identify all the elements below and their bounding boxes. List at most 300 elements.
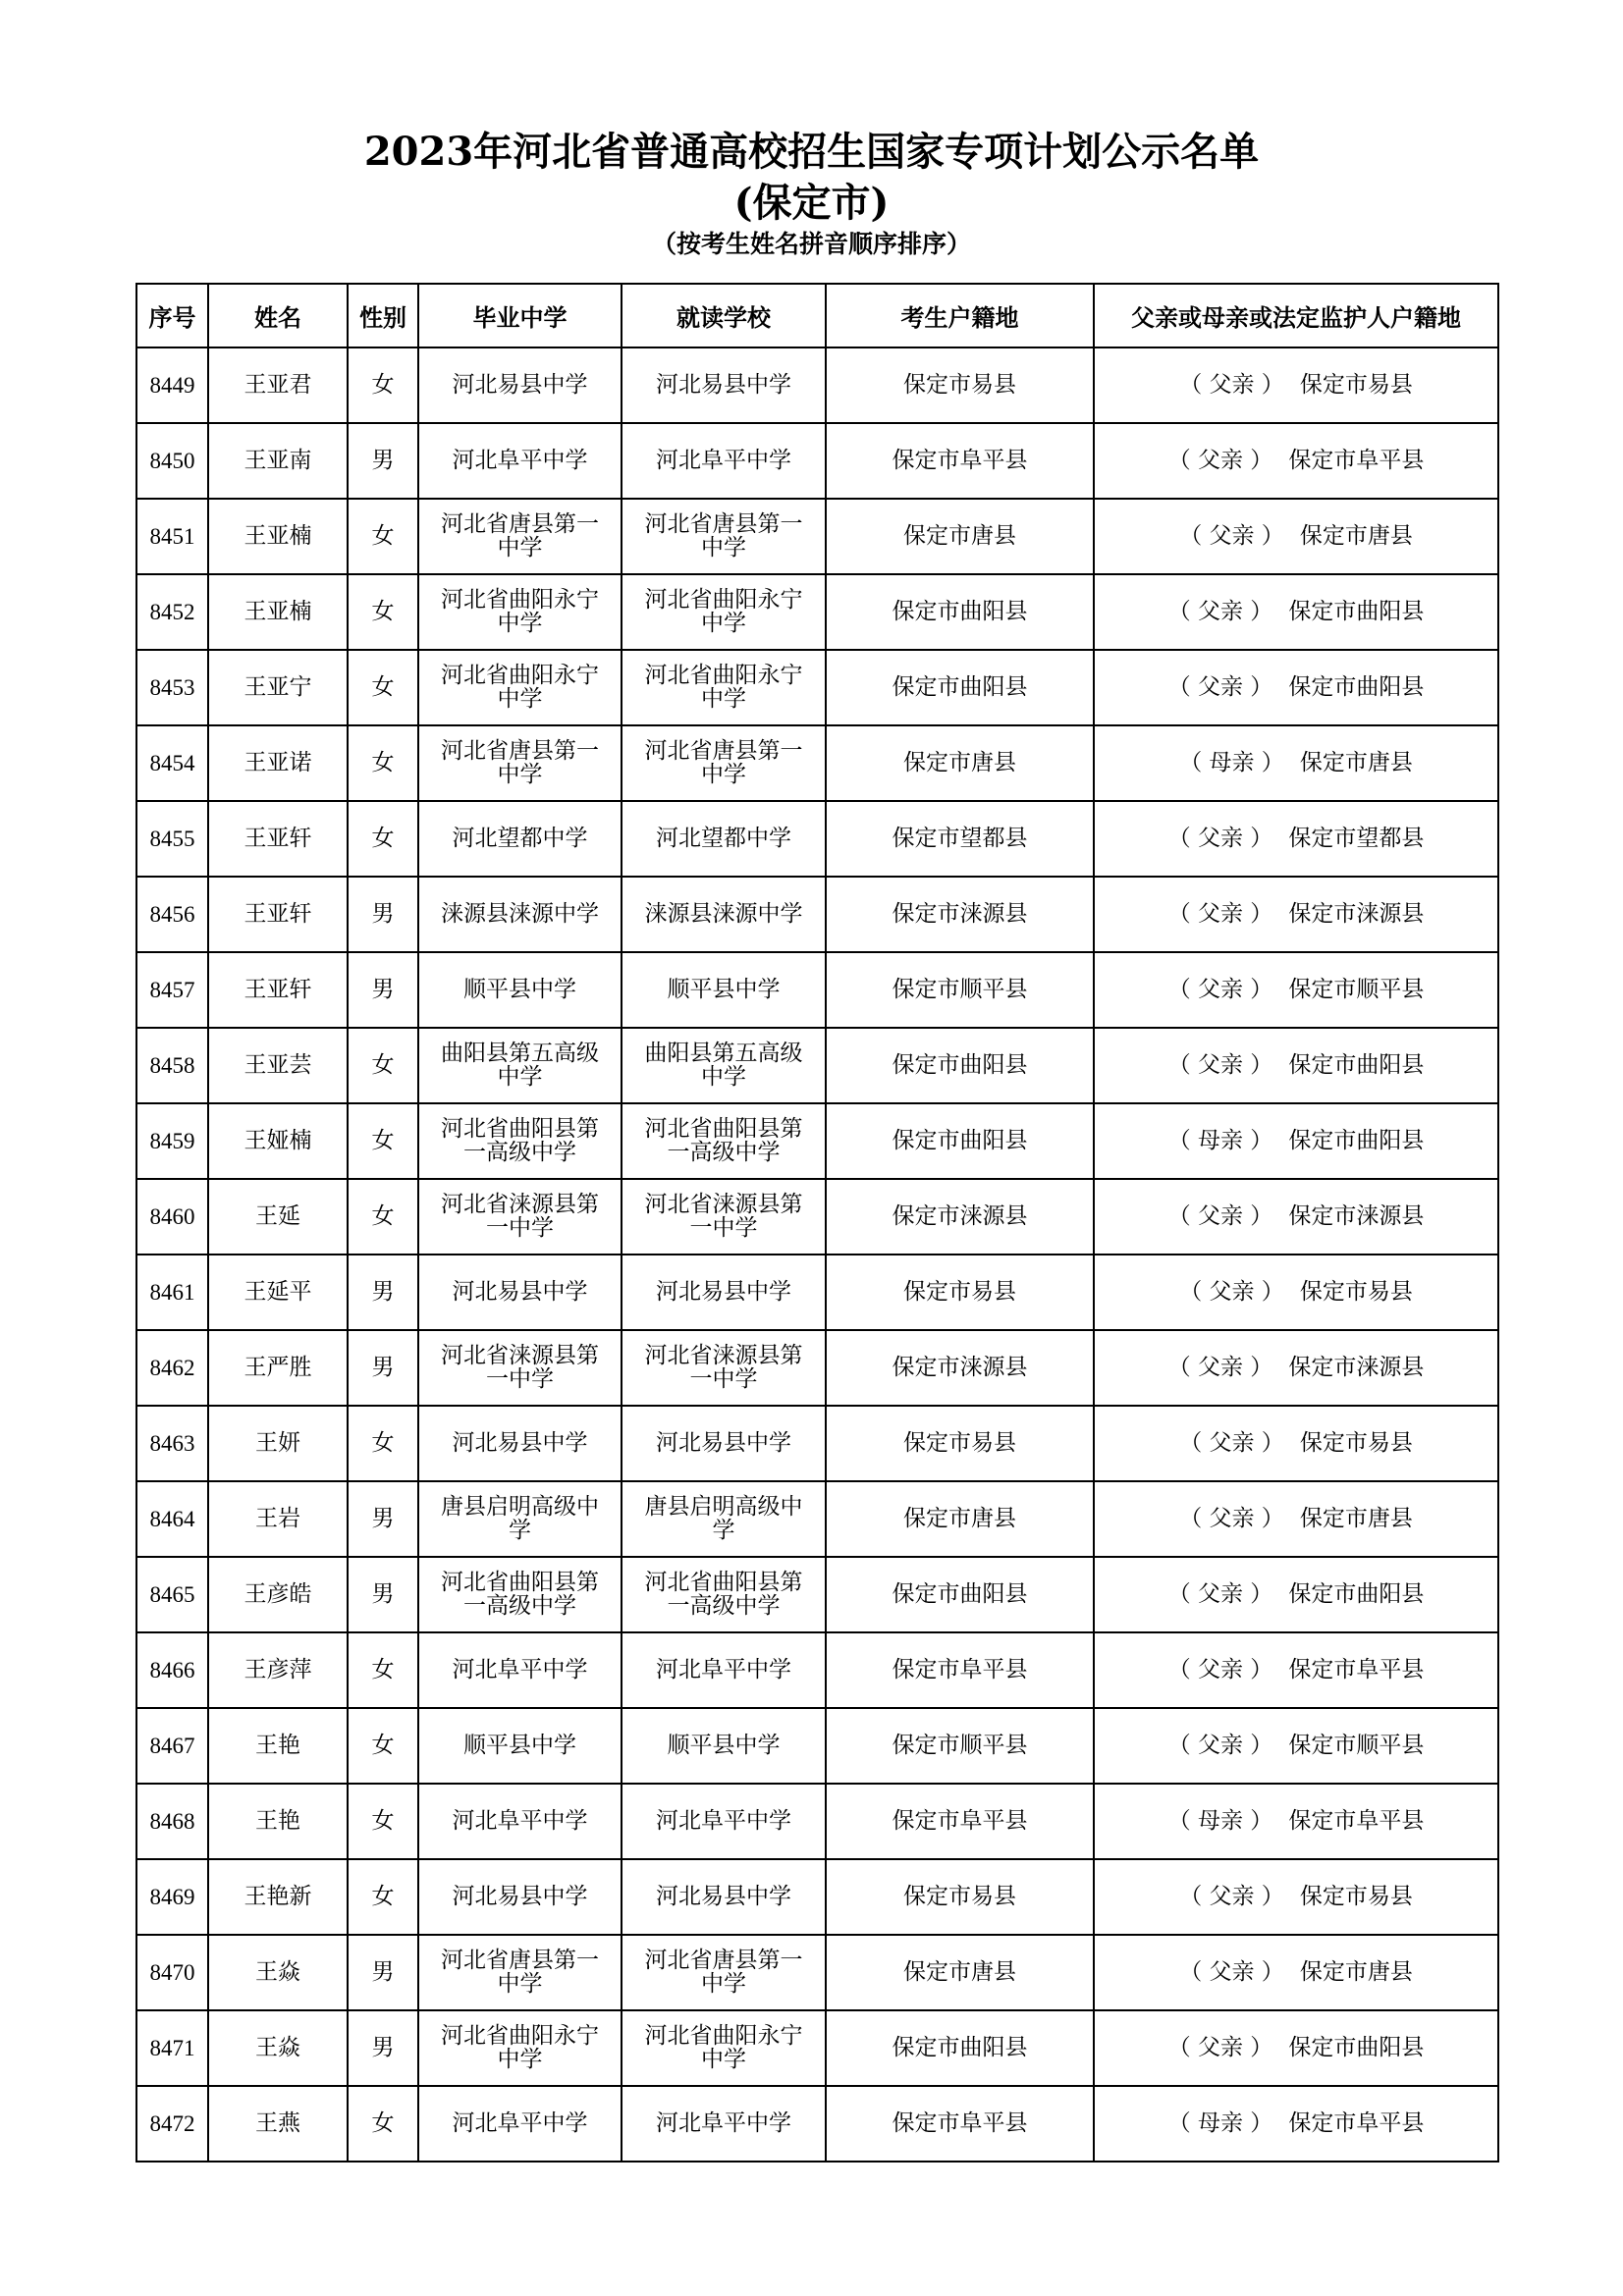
- cell-hukou: 保定市易县: [826, 1406, 1094, 1481]
- guardian-relation: （ 父亲 ）: [1167, 901, 1273, 927]
- table-row: [136, 1708, 1498, 1784]
- cell-no: 8472: [136, 2086, 208, 2162]
- cell-grad-school: [418, 499, 622, 574]
- guardian-place: 保定市顺平县: [1288, 1733, 1425, 1758]
- cell-school-text: 河北阜平中学: [656, 2110, 791, 2136]
- table-row: [136, 1028, 1498, 1103]
- cell-grad-school: [418, 1935, 622, 2010]
- guardian-relation: （ 父亲 ）: [1167, 977, 1273, 1002]
- cell-guardian: [1094, 1406, 1498, 1481]
- cell-grad-school-text: 河北阜平中学: [452, 1657, 588, 1682]
- cell-name: 王妍: [208, 1406, 348, 1481]
- cell-gender: 女: [348, 1179, 418, 1255]
- guardian-relation: （ 母亲 ）: [1167, 1128, 1273, 1153]
- cell-school-text: 河北阜平中学: [656, 448, 791, 473]
- guardian-relation: （ 父亲 ）: [1179, 1279, 1284, 1305]
- guardian-relation: （ 父亲 ）: [1179, 1430, 1284, 1456]
- cell-guardian: [1094, 2010, 1498, 2086]
- cell-guardian: [1094, 1708, 1498, 1784]
- cell-grad-school: [418, 952, 622, 1028]
- cell-school: [622, 1481, 826, 1557]
- cell-school-text: 河北阜平中学: [656, 1657, 791, 1682]
- cell-school-text: 河北望都中学: [656, 826, 791, 851]
- cell-school: [622, 1632, 826, 1708]
- cell-grad-school: [418, 2010, 622, 2086]
- guardian-place: 保定市易县: [1299, 1884, 1413, 1909]
- table-row: [136, 1481, 1498, 1557]
- cell-gender: 女: [348, 650, 418, 725]
- cell-hukou: 保定市曲阳县: [826, 1103, 1094, 1179]
- cell-guardian: [1094, 499, 1498, 574]
- cell-hukou: 保定市唐县: [826, 725, 1094, 801]
- cell-guardian: [1094, 952, 1498, 1028]
- cell-grad-school: [418, 1859, 622, 1935]
- cell-grad-school-text: 河北省曲阳县第一高级中学: [441, 1116, 599, 1165]
- cell-grad-school-text: 河北省涞源县第一中学: [441, 1343, 599, 1392]
- cell-school: [622, 801, 826, 877]
- cell-gender: 女: [348, 574, 418, 650]
- guardian-place: 保定市涞源县: [1288, 1203, 1425, 1229]
- guardian-place: 保定市曲阳县: [1288, 1581, 1425, 1607]
- guardian-relation: （ 母亲 ）: [1179, 750, 1284, 775]
- cell-school-text: 河北易县中学: [656, 1430, 791, 1456]
- guardian-relation: （ 父亲 ）: [1167, 1581, 1273, 1607]
- cell-hukou: 保定市易县: [826, 1255, 1094, 1330]
- cell-no: 8467: [136, 1708, 208, 1784]
- cell-grad-school: [418, 1557, 622, 1632]
- guardian-place: 保定市曲阳县: [1288, 1052, 1425, 1078]
- cell-guardian: [1094, 423, 1498, 499]
- cell-name: 王艳新: [208, 1859, 348, 1935]
- cell-school-text: 曲阳县第五高级中学: [644, 1041, 803, 1090]
- cell-name: 王亚南: [208, 423, 348, 499]
- cell-grad-school-text: 河北阜平中学: [452, 1808, 588, 1834]
- guardian-place: 保定市顺平县: [1288, 977, 1425, 1002]
- cell-gender: 男: [348, 423, 418, 499]
- cell-school: [622, 1406, 826, 1481]
- guardian-place: 保定市唐县: [1299, 1506, 1413, 1531]
- cell-school: [622, 574, 826, 650]
- cell-grad-school-text: 河北易县中学: [452, 372, 588, 398]
- table-row: [136, 2086, 1498, 2162]
- cell-school: [622, 1330, 826, 1406]
- cell-hukou: 保定市顺平县: [826, 1708, 1094, 1784]
- guardian-place: 保定市曲阳县: [1288, 2035, 1425, 2060]
- cell-grad-school: [418, 423, 622, 499]
- cell-grad-school: [418, 574, 622, 650]
- col-header-school: 就读学校: [622, 284, 826, 347]
- cell-hukou: 保定市阜平县: [826, 1632, 1094, 1708]
- cell-school-text: 涞源县涞源中学: [644, 901, 803, 927]
- cell-hukou: 保定市涞源县: [826, 877, 1094, 952]
- cell-gender: 女: [348, 801, 418, 877]
- guardian-relation: （ 父亲 ）: [1167, 674, 1273, 700]
- cell-grad-school-text: 河北省涞源县第一中学: [441, 1192, 599, 1241]
- cell-school-text: 河北省唐县第一中学: [644, 738, 803, 787]
- page-subtitle: (保定市): [733, 180, 890, 226]
- cell-name: 王延平: [208, 1255, 348, 1330]
- cell-no: 8459: [136, 1103, 208, 1179]
- cell-name: 王亚君: [208, 347, 348, 423]
- cell-school: [622, 1935, 826, 2010]
- cell-grad-school: [418, 801, 622, 877]
- cell-no: 8463: [136, 1406, 208, 1481]
- cell-gender: 女: [348, 1784, 418, 1859]
- table-row: [136, 1632, 1498, 1708]
- cell-school-text: 顺平县中学: [667, 977, 781, 1002]
- guardian-place: 保定市涞源县: [1288, 901, 1425, 927]
- cell-gender: 女: [348, 725, 418, 801]
- cell-gender: 女: [348, 1103, 418, 1179]
- cell-guardian: [1094, 801, 1498, 877]
- guardian-relation: （ 父亲 ）: [1179, 523, 1284, 549]
- cell-hukou: 保定市曲阳县: [826, 650, 1094, 725]
- cell-guardian: [1094, 1859, 1498, 1935]
- cell-hukou: 保定市曲阳县: [826, 1557, 1094, 1632]
- cell-name: 王亚楠: [208, 574, 348, 650]
- cell-grad-school-text: 河北阜平中学: [452, 2110, 588, 2136]
- guardian-relation: （ 母亲 ）: [1167, 1808, 1273, 1834]
- cell-guardian: [1094, 1179, 1498, 1255]
- cell-hukou: 保定市曲阳县: [826, 574, 1094, 650]
- cell-hukou: 保定市涞源县: [826, 1179, 1094, 1255]
- table-row: [136, 2010, 1498, 2086]
- cell-grad-school-text: 顺平县中学: [463, 977, 576, 1002]
- guardian-relation: （ 父亲 ）: [1167, 1657, 1273, 1682]
- cell-gender: 女: [348, 1406, 418, 1481]
- cell-no: 8457: [136, 952, 208, 1028]
- cell-grad-school: [418, 725, 622, 801]
- cell-no: 8453: [136, 650, 208, 725]
- cell-guardian: [1094, 1028, 1498, 1103]
- cell-gender: 女: [348, 1028, 418, 1103]
- cell-name: 王延: [208, 1179, 348, 1255]
- cell-school: [622, 423, 826, 499]
- table-row: [136, 347, 1498, 423]
- cell-hukou: 保定市望都县: [826, 801, 1094, 877]
- cell-gender: 女: [348, 1708, 418, 1784]
- cell-grad-school: [418, 1028, 622, 1103]
- cell-gender: 男: [348, 1935, 418, 2010]
- cell-no: 8460: [136, 1179, 208, 1255]
- cell-grad-school-text: 曲阳县第五高级中学: [441, 1041, 599, 1090]
- cell-school-text: 河北省曲阳县第一高级中学: [644, 1570, 803, 1619]
- cell-grad-school-text: 河北易县中学: [452, 1884, 588, 1909]
- cell-hukou: 保定市阜平县: [826, 1784, 1094, 1859]
- cell-grad-school: [418, 1481, 622, 1557]
- cell-grad-school: [418, 1708, 622, 1784]
- guardian-place: 保定市易县: [1299, 1279, 1413, 1305]
- cell-gender: 男: [348, 1255, 418, 1330]
- cell-grad-school-text: 河北省曲阳永宁中学: [441, 663, 599, 712]
- cell-name: 王亚轩: [208, 877, 348, 952]
- cell-school: [622, 1859, 826, 1935]
- cell-gender: 男: [348, 2010, 418, 2086]
- cell-name: 王彦萍: [208, 1632, 348, 1708]
- cell-no: 8451: [136, 499, 208, 574]
- cell-name: 王亚轩: [208, 801, 348, 877]
- cell-school-text: 唐县启明高级中学: [644, 1494, 803, 1543]
- cell-no: 8465: [136, 1557, 208, 1632]
- cell-school-text: 河北易县中学: [656, 372, 791, 398]
- cell-name: 王亚楠: [208, 499, 348, 574]
- cell-name: 王焱: [208, 2010, 348, 2086]
- guardian-relation: （ 父亲 ）: [1179, 1959, 1284, 1985]
- cell-grad-school-text: 河北省唐县第一中学: [441, 511, 599, 561]
- cell-guardian: [1094, 1255, 1498, 1330]
- cell-grad-school-text: 唐县启明高级中学: [441, 1494, 599, 1543]
- cell-school: [622, 1708, 826, 1784]
- page-title: 2023年河北省普通高校招生国家专项计划公示名单: [363, 129, 1260, 175]
- col-header-gender: 性别: [348, 284, 418, 347]
- guardian-relation: （ 母亲 ）: [1167, 2110, 1273, 2136]
- cell-grad-school: [418, 1784, 622, 1859]
- cell-name: 王娅楠: [208, 1103, 348, 1179]
- cell-gender: 女: [348, 499, 418, 574]
- guardian-relation: （ 父亲 ）: [1167, 2035, 1273, 2060]
- guardian-relation: （ 父亲 ）: [1167, 599, 1273, 624]
- cell-hukou: 保定市唐县: [826, 1935, 1094, 2010]
- cell-grad-school-text: 河北省唐县第一中学: [441, 1948, 599, 1997]
- guardian-place: 保定市唐县: [1299, 1959, 1413, 1985]
- table-row: [136, 952, 1498, 1028]
- sort-note: （按考生姓名拼音顺序排序）: [651, 230, 971, 258]
- guardian-relation: （ 父亲 ）: [1179, 372, 1284, 398]
- cell-no: 8462: [136, 1330, 208, 1406]
- cell-name: 王彦皓: [208, 1557, 348, 1632]
- cell-no: 8461: [136, 1255, 208, 1330]
- table-row: [136, 1557, 1498, 1632]
- guardian-relation: （ 父亲 ）: [1167, 1355, 1273, 1380]
- cell-gender: 女: [348, 1859, 418, 1935]
- cell-hukou: 保定市涞源县: [826, 1330, 1094, 1406]
- cell-guardian: [1094, 1632, 1498, 1708]
- guardian-place: 保定市阜平县: [1288, 1657, 1425, 1682]
- cell-grad-school: [418, 1330, 622, 1406]
- cell-grad-school-text: 河北易县中学: [452, 1430, 588, 1456]
- cell-school: [622, 347, 826, 423]
- cell-school: [622, 952, 826, 1028]
- table-body: [136, 347, 1498, 2162]
- cell-gender: 女: [348, 347, 418, 423]
- cell-name: 王亚轩: [208, 952, 348, 1028]
- cell-gender: 女: [348, 2086, 418, 2162]
- cell-school-text: 河北省唐县第一中学: [644, 1948, 803, 1997]
- guardian-place: 保定市阜平县: [1288, 448, 1425, 473]
- cell-guardian: [1094, 2086, 1498, 2162]
- table-row: [136, 1859, 1498, 1935]
- cell-school-text: 河北省曲阳永宁中学: [644, 2023, 803, 2072]
- col-header-grad-school: 毕业中学: [418, 284, 622, 347]
- table-row: [136, 1255, 1498, 1330]
- cell-school-text: 河北易县中学: [656, 1884, 791, 1909]
- cell-gender: 男: [348, 1330, 418, 1406]
- guardian-place: 保定市曲阳县: [1288, 674, 1425, 700]
- guardian-relation: （ 父亲 ）: [1167, 448, 1273, 473]
- col-header-name: 姓名: [208, 284, 348, 347]
- guardian-place: 保定市唐县: [1299, 750, 1413, 775]
- cell-no: 8455: [136, 801, 208, 877]
- cell-guardian: [1094, 347, 1498, 423]
- table-row: [136, 801, 1498, 877]
- col-header-guardian: 父亲或母亲或法定监护人户籍地: [1094, 284, 1498, 347]
- table-row: [136, 725, 1498, 801]
- cell-gender: 男: [348, 1481, 418, 1557]
- cell-hukou: 保定市阜平县: [826, 2086, 1094, 2162]
- cell-hukou: 保定市易县: [826, 347, 1094, 423]
- guardian-place: 保定市唐县: [1299, 523, 1413, 549]
- cell-school: [622, 2086, 826, 2162]
- cell-grad-school-text: 河北省曲阳永宁中学: [441, 587, 599, 636]
- cell-name: 王燕: [208, 2086, 348, 2162]
- cell-name: 王艳: [208, 1784, 348, 1859]
- cell-guardian: [1094, 877, 1498, 952]
- guardian-relation: （ 父亲 ）: [1167, 826, 1273, 851]
- cell-school: [622, 2010, 826, 2086]
- cell-gender: 女: [348, 1632, 418, 1708]
- col-header-hukou: 考生户籍地: [826, 284, 1094, 347]
- table-row: [136, 1935, 1498, 2010]
- table-header-row: [136, 284, 1498, 347]
- cell-name: 王焱: [208, 1935, 348, 2010]
- cell-school: [622, 1557, 826, 1632]
- cell-grad-school: [418, 650, 622, 725]
- cell-guardian: [1094, 1481, 1498, 1557]
- cell-gender: 男: [348, 952, 418, 1028]
- cell-grad-school: [418, 877, 622, 952]
- guardian-relation: （ 父亲 ）: [1179, 1506, 1284, 1531]
- guardian-place: 保定市涞源县: [1288, 1355, 1425, 1380]
- cell-school: [622, 650, 826, 725]
- cell-hukou: 保定市曲阳县: [826, 2010, 1094, 2086]
- cell-no: 8470: [136, 1935, 208, 2010]
- guardian-place: 保定市易县: [1299, 372, 1413, 398]
- cell-grad-school-text: 涞源县涞源中学: [441, 901, 599, 927]
- cell-no: 8468: [136, 1784, 208, 1859]
- cell-school: [622, 499, 826, 574]
- table-row: [136, 499, 1498, 574]
- cell-hukou: 保定市阜平县: [826, 423, 1094, 499]
- cell-school-text: 河北省涞源县第一中学: [644, 1343, 803, 1392]
- cell-guardian: [1094, 1784, 1498, 1859]
- cell-school: [622, 877, 826, 952]
- cell-name: 王亚诺: [208, 725, 348, 801]
- cell-grad-school-text: 河北省唐县第一中学: [441, 738, 599, 787]
- cell-name: 王亚宁: [208, 650, 348, 725]
- cell-no: 8464: [136, 1481, 208, 1557]
- guardian-place: 保定市阜平县: [1288, 2110, 1425, 2136]
- cell-guardian: [1094, 1935, 1498, 2010]
- cell-guardian: [1094, 1103, 1498, 1179]
- cell-no: 8449: [136, 347, 208, 423]
- cell-gender: 男: [348, 1557, 418, 1632]
- cell-no: 8471: [136, 2010, 208, 2086]
- cell-grad-school: [418, 1179, 622, 1255]
- cell-grad-school: [418, 1103, 622, 1179]
- cell-guardian: [1094, 1557, 1498, 1632]
- cell-name: 王艳: [208, 1708, 348, 1784]
- guardian-relation: （ 父亲 ）: [1179, 1884, 1284, 1909]
- cell-school: [622, 1028, 826, 1103]
- cell-grad-school-text: 河北省曲阳县第一高级中学: [441, 1570, 599, 1619]
- cell-hukou: 保定市唐县: [826, 1481, 1094, 1557]
- cell-no: 8469: [136, 1859, 208, 1935]
- cell-school: [622, 725, 826, 801]
- cell-grad-school-text: 顺平县中学: [463, 1733, 576, 1758]
- table-row: [136, 877, 1498, 952]
- cell-no: 8450: [136, 423, 208, 499]
- cell-school: [622, 1103, 826, 1179]
- cell-hukou: 保定市曲阳县: [826, 1028, 1094, 1103]
- cell-school: [622, 1255, 826, 1330]
- guardian-place: 保定市曲阳县: [1288, 1128, 1425, 1153]
- cell-grad-school: [418, 2086, 622, 2162]
- cell-grad-school: [418, 1632, 622, 1708]
- guardian-relation: （ 父亲 ）: [1167, 1733, 1273, 1758]
- table-row: [136, 1330, 1498, 1406]
- guardian-place: 保定市望都县: [1288, 826, 1425, 851]
- table-row: [136, 1784, 1498, 1859]
- cell-name: 王严胜: [208, 1330, 348, 1406]
- cell-hukou: 保定市易县: [826, 1859, 1094, 1935]
- table-row: [136, 1103, 1498, 1179]
- cell-guardian: [1094, 725, 1498, 801]
- cell-name: 王亚芸: [208, 1028, 348, 1103]
- cell-gender: 男: [348, 877, 418, 952]
- cell-no: 8466: [136, 1632, 208, 1708]
- cell-hukou: 保定市顺平县: [826, 952, 1094, 1028]
- cell-guardian: [1094, 1330, 1498, 1406]
- cell-school-text: 河北省唐县第一中学: [644, 511, 803, 561]
- guardian-relation: （ 父亲 ）: [1167, 1052, 1273, 1078]
- cell-school-text: 河北易县中学: [656, 1279, 791, 1305]
- guardian-place: 保定市阜平县: [1288, 1808, 1425, 1834]
- cell-hukou: 保定市唐县: [826, 499, 1094, 574]
- cell-no: 8458: [136, 1028, 208, 1103]
- cell-guardian: [1094, 574, 1498, 650]
- cell-school-text: 河北省曲阳县第一高级中学: [644, 1116, 803, 1165]
- admission-list-table: [135, 283, 1499, 2163]
- cell-school-text: 顺平县中学: [667, 1733, 781, 1758]
- cell-grad-school-text: 河北阜平中学: [452, 448, 588, 473]
- guardian-relation: （ 父亲 ）: [1167, 1203, 1273, 1229]
- cell-school-text: 河北阜平中学: [656, 1808, 791, 1834]
- cell-school-text: 河北省曲阳永宁中学: [644, 663, 803, 712]
- cell-grad-school: [418, 1255, 622, 1330]
- cell-guardian: [1094, 650, 1498, 725]
- cell-name: 王岩: [208, 1481, 348, 1557]
- col-header-no: 序号: [136, 284, 208, 347]
- cell-grad-school-text: 河北省曲阳永宁中学: [441, 2023, 599, 2072]
- guardian-place: 保定市曲阳县: [1288, 599, 1425, 624]
- cell-grad-school: [418, 1406, 622, 1481]
- table-row: [136, 650, 1498, 725]
- cell-no: 8452: [136, 574, 208, 650]
- cell-no: 8454: [136, 725, 208, 801]
- cell-school: [622, 1784, 826, 1859]
- table-row: [136, 1179, 1498, 1255]
- table-row: [136, 574, 1498, 650]
- table-row: [136, 423, 1498, 499]
- cell-school-text: 河北省曲阳永宁中学: [644, 587, 803, 636]
- cell-school-text: 河北省涞源县第一中学: [644, 1192, 803, 1241]
- cell-grad-school-text: 河北易县中学: [452, 1279, 588, 1305]
- table-row: [136, 1406, 1498, 1481]
- cell-school: [622, 1179, 826, 1255]
- guardian-place: 保定市易县: [1299, 1430, 1413, 1456]
- cell-grad-school: [418, 347, 622, 423]
- cell-grad-school-text: 河北望都中学: [452, 826, 588, 851]
